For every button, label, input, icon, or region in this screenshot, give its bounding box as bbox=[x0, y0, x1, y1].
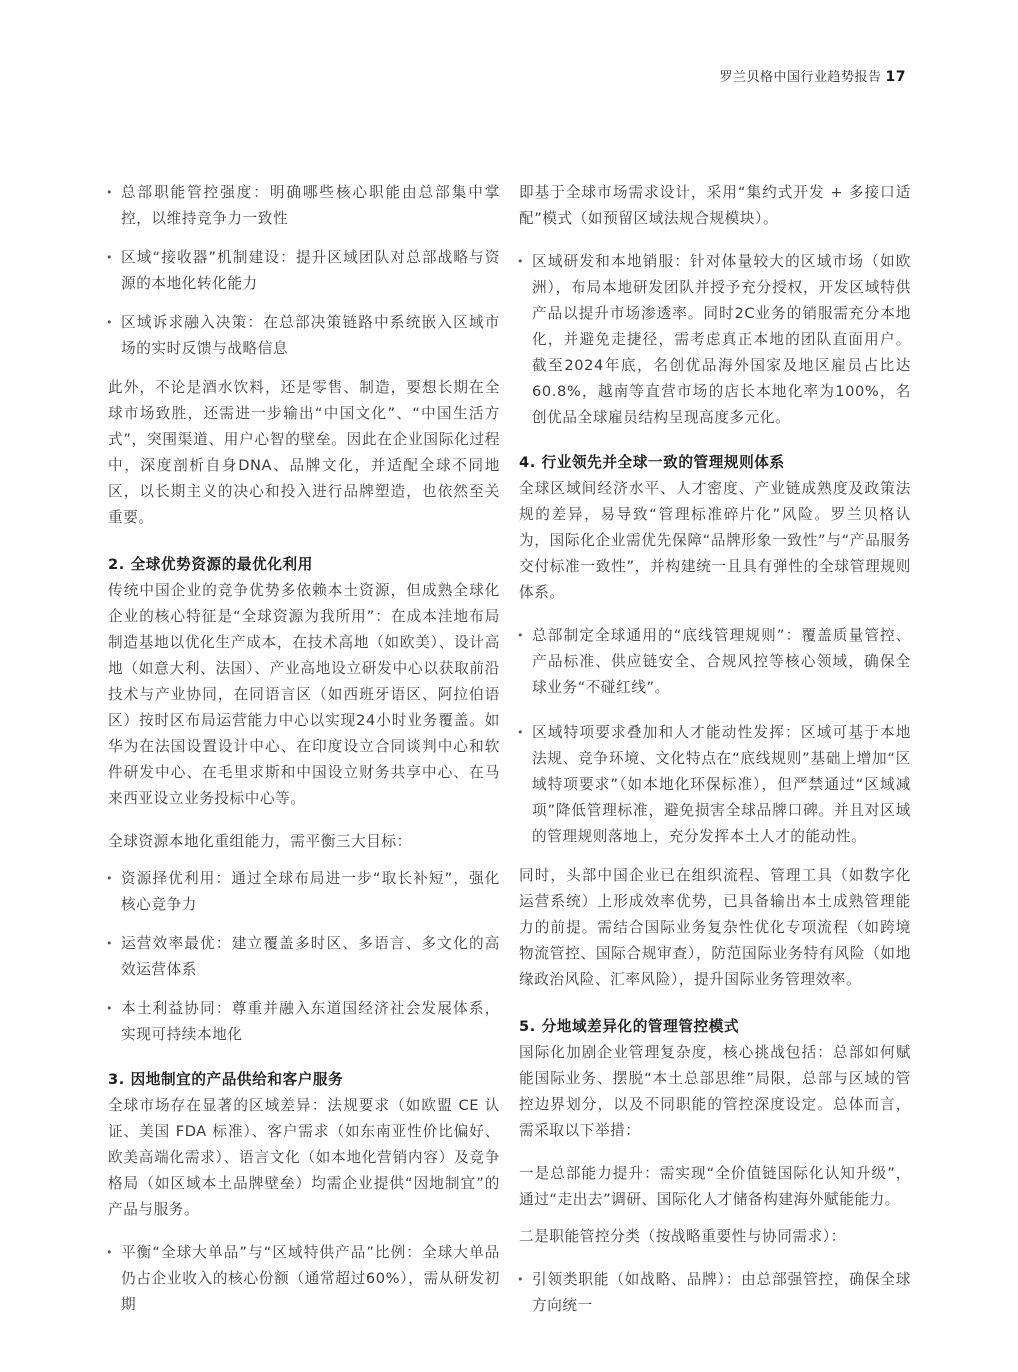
section-heading: 3. 因地制宜的产品供给和客户服务 bbox=[108, 1071, 344, 1088]
paragraph: 同时，头部中国企业已在组织流程、管理工具（如数字化运营系统）上形成效率优势，已具备输出本土成熟管理能力的前提。需结合国际业务复杂性优化专项流程（如跨境物流管控、国际合规审查），防范国际业务特有风险（如地缘政治风险、汇率风险），提升国际业务管理效率。 bbox=[519, 867, 911, 988]
list-item: • 区域诉求融入决策：在总部决策链路中系统嵌入区域市场的实时反馈与战略信息 bbox=[108, 310, 500, 362]
paragraph: 全球市场存在显著的区域差异：法规要求（如欧盟 CE 认证、美国 FDA 标准）、客户需求（如东南亚性价比偏好、欧美高端化需求）、语言文化（如本地化营销内容）及竞争格局（如区域本土品牌壁垒）均需企业提供“因地制宜”的产品与服务。 bbox=[108, 1097, 500, 1218]
report-title: 罗兰贝格中国行业趋势报告 bbox=[719, 70, 882, 85]
list-item: • 资源择优利用：通过全球布局进一步“取长补短”，强化核心竞争力 bbox=[108, 866, 500, 918]
paragraph: 全球区域间经济水平、人才密度、产业链成熟度及政策法规的差异，易导致“管理标准碎片化”风险。罗兰贝格认为，国际化企业需优先保障“品牌形象一致性”与“产品服务交付标准一致性”，并构建统一且具有弹性的全球管理规则体系。 bbox=[519, 480, 911, 601]
list-item: • 本土利益协同：尊重并融入东道国经济社会发展体系，实现可持续本地化 bbox=[108, 996, 500, 1048]
right-column bbox=[519, 180, 911, 1332]
list-item: • 区域“接收器”机制建设：提升区域团队对总部战略与资源的本地化转化能力 bbox=[108, 245, 500, 297]
paragraph: 全球资源本地化重组能力，需平衡三大目标： bbox=[108, 833, 412, 850]
page-number: 17 bbox=[885, 69, 906, 85]
paragraph: 此外，不论是酒水饮料，还是零售、制造，要想长期在全球市场致胜，还需进一步输出“中国文化”、“中国生活方式”，突围渠道、用户心智的壁垒。因此在企业国际化过程中，深度剖析自身DNA、品牌文化，并适配全球不同地区，以长期主义的决心和投入进行品牌塑造，也依然至关重要。 bbox=[108, 379, 500, 526]
list-item: • 引领类职能（如战略、品牌）：由总部强管控，确保全球方向统一 bbox=[519, 1267, 911, 1319]
list-item: • 总部制定全球通用的“底线管理规则”：覆盖质量管控、产品标准、供应链安全、合规风控等核心领域，确保全球业务“不碰红线”。 bbox=[519, 623, 911, 701]
list-item: • 运营效率最优：建立覆盖多时区、多语言、多文化的高效运营体系 bbox=[108, 931, 500, 983]
section-heading: 2. 全球优势资源的最优化利用 bbox=[108, 556, 313, 573]
page-header bbox=[720, 66, 907, 85]
paragraph: 即基于全球市场需求设计，采用“集约式开发 + 多接口适配”模式（如预留区域法规合规模块）。 bbox=[519, 184, 911, 227]
list-item: • 区域研发和本地销服：针对体量较大的区域市场（如欧洲），布局本地研发团队并授予充分授权，开发区域特供产品以提升市场渗透率。同时2C业务的销服需充分本地化，并避免走捷径，需考虑真正本地的团队直面用户。截至2024年底，名创优品海外国家及地区雇员占比达60.8%，越南等直营市场的店长本地化率为100%，名创优品全球雇员结构呈现高度多元化。 bbox=[519, 249, 911, 431]
section-heading: 5. 分地域差异化的管理管控模式 bbox=[519, 1018, 740, 1035]
list-item: • 平衡“全球大单品”与“区域特供产品”比例：全球大单品仍占企业收入的核心份额（通常超过60%），需从研发初期 bbox=[108, 1240, 500, 1318]
paragraph: 国际化加剧企业管理复杂度，核心挑战包括：总部如何赋能国际业务、摆脱“本土总部思维”局限，总部与区域的管控边界划分，以及不同职能的管控深度设定。总体而言，需采取以下举措： bbox=[519, 1044, 911, 1139]
paragraph: 二是职能管控分类（按战略重要性与协同需求）： bbox=[519, 1228, 846, 1245]
list-item: • 区域特项要求叠加和人才能动性发挥：区域可基于本地法规、竞争环境、文化特点在“底线规则”基础上增加“区域特项要求”（如本地化环保标准），但严禁通过“区域减项”降低管理标准，避免损害全球品牌口碑。并且对区域的管理规则落地上，充分发挥本土人才的能动性。 bbox=[519, 720, 911, 850]
list-item: • 总部职能管控强度：明确哪些核心职能由总部集中掌控，以维持竞争力一致性 bbox=[108, 180, 500, 232]
section-heading: 4. 行业领先并全球一致的管理规则体系 bbox=[519, 454, 785, 471]
left-column bbox=[108, 180, 500, 1331]
paragraph: 传统中国企业的竞争优势多依赖本土资源，但成熟全球化企业的核心特征是“全球资源为我所用”：在成本洼地布局制造基地以优化生产成本，在技术高地（如欧美）、设计高地（如意大利、法国）、产业高地设立研发中心以获取前沿技术与产业协同，在同语言区（如西班牙语区、阿拉伯语区）按时区布局运营能力中心以实现24小时业务覆盖。如华为在法国设置设计中心、在印度设立合同谈判中心和软件研发中心、在毛里求斯和中国设立财务共享中心、在马来西亚设立业务投标中心等。 bbox=[108, 582, 500, 807]
paragraph: 一是总部能力提升：需实现“全价值链国际化认知升级”，通过“走出去”调研、国际化人才储备构建海外赋能能力。 bbox=[519, 1165, 911, 1208]
